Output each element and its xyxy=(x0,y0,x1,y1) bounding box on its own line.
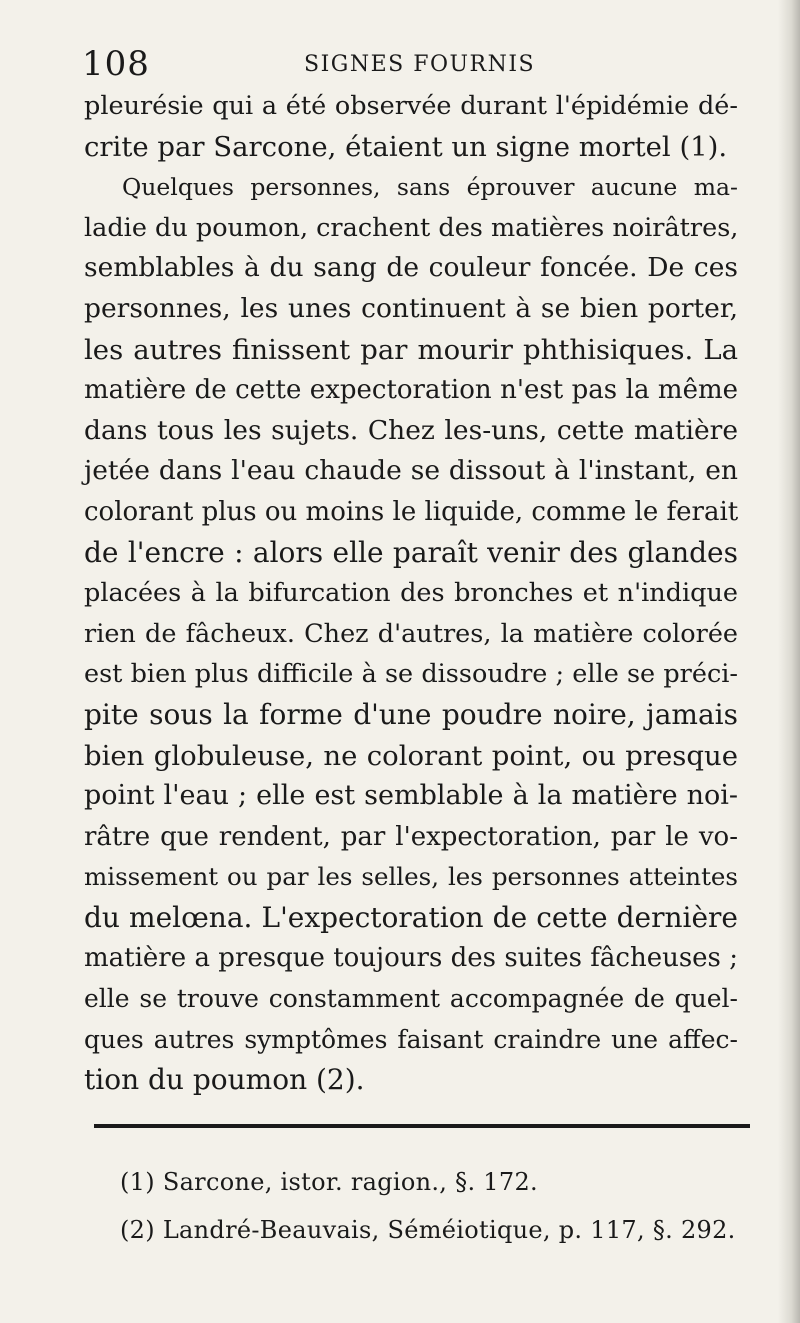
text-line: point l'eau ; elle est semblable à la matière noi- xyxy=(84,780,738,812)
text-line: crite par Sarcone, étaient un signe mortel (1). xyxy=(84,130,728,163)
text-line: jetée dans l'eau chaude se dissout à l'instant, en xyxy=(84,455,738,487)
footnote-separator xyxy=(94,1124,750,1128)
text-line: matière de cette expectoration n'est pas la même xyxy=(84,375,738,406)
text-line: pite sous la forme d'une poudre noire, jamais xyxy=(84,697,738,731)
text-line: rien de fâcheux. Chez d'autres, la matière colorée xyxy=(84,618,738,649)
page-header xyxy=(82,44,732,84)
running-head: SIGNES FOURNIS xyxy=(304,52,536,77)
text-line: elle se trouve constamment accompagnée de quel- xyxy=(84,984,738,1014)
page-number: 108 xyxy=(82,44,150,84)
text-line: les autres finissent par mourir phthisiques. La xyxy=(84,333,738,366)
page-edge-shadow xyxy=(778,0,800,1323)
footnotes xyxy=(120,1158,740,1254)
text-line: bien globuleuse, ne colorant point, ou presque xyxy=(84,739,738,772)
body-text xyxy=(84,86,738,1101)
text-line: pleurésie qui a été observée durant l'épidémie dé- xyxy=(84,91,738,121)
text-line: est bien plus difficile à se dissoudre ; elle se préci- xyxy=(84,659,738,690)
footnote-2: (2) Landré-Beauvais, Séméiotique, p. 117, §. 292. xyxy=(120,1216,736,1244)
text-line: ladie du poumon, crachent des matières noirâtres, xyxy=(84,212,739,243)
text-line: tion du poumon (2). xyxy=(84,1063,365,1097)
text-line: du melœna. L'expectoration de cette dernière xyxy=(84,900,738,934)
text-line: semblables à du sang de couleur foncée. De ces xyxy=(84,252,738,284)
text-line: colorant plus ou moins le liquide, comme le ferait xyxy=(84,496,739,527)
text-line: personnes, les unes continuent à se bien porter, xyxy=(84,292,738,324)
text-line: matière a presque toujours des suites fâcheuses ; xyxy=(84,943,738,974)
text-line: placées à la bifurcation des bronches et n'indique xyxy=(84,578,738,609)
footnote-1: (1) Sarcone, istor. ragion., §. 172. xyxy=(120,1168,538,1196)
text-line: de l'encre : alors elle paraît venir des glandes xyxy=(84,535,738,569)
paragraph-first-line: Quelques personnes, sans éprouver aucune ma- xyxy=(122,173,738,202)
text-line: râtre que rendent, par l'expectoration, par le vo- xyxy=(84,821,738,852)
text-line: dans tous les sujets. Chez les-uns, cette matière xyxy=(84,414,738,446)
text-line: ques autres symptômes faisant craindre une affec- xyxy=(84,1024,738,1054)
text-line: missement ou par les selles, les personnes atteintes xyxy=(84,862,738,892)
